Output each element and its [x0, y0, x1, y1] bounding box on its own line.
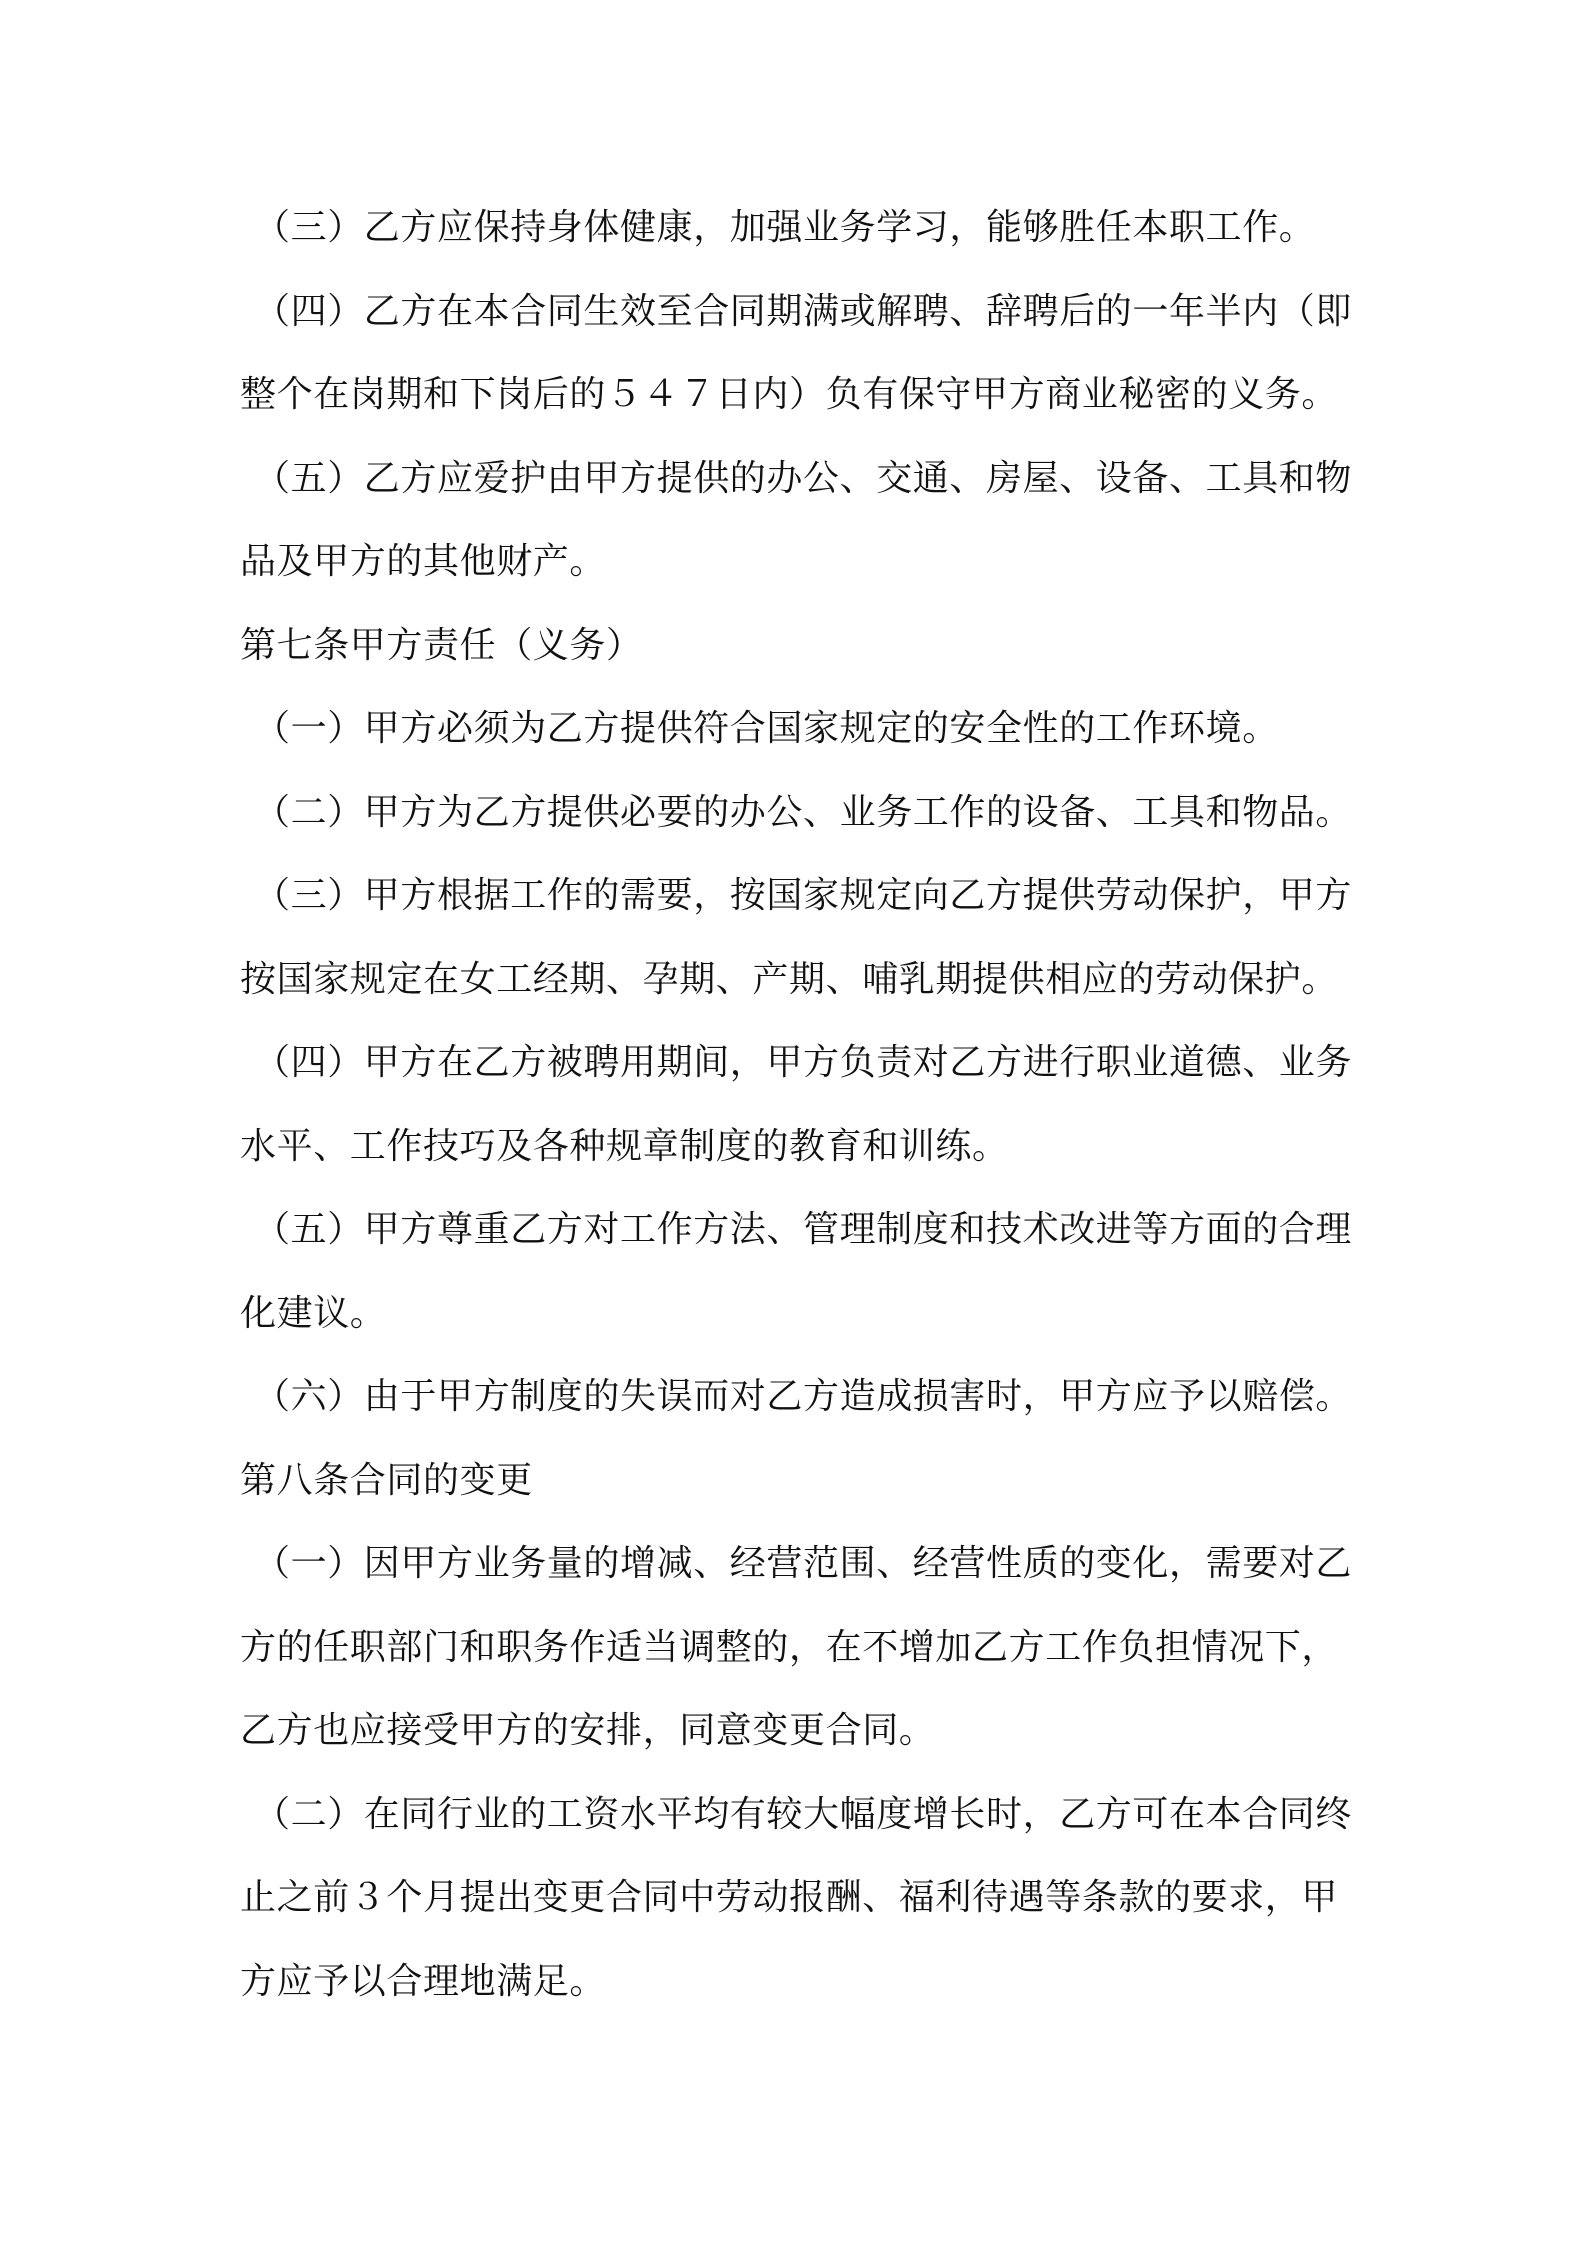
text-line: 止之前３个月提出变更合同中劳动报酬、福利待遇等条款的要求，甲 — [240, 1877, 1339, 1918]
text-line: 方应予以合理地满足。 — [240, 1960, 607, 2002]
text-line: （六）由于甲方制度的失误而对乙方造成损害时，甲方应予以赔偿。 — [254, 1376, 1353, 1417]
text-line: （四）乙方在本合同生效至合同期满或解聘、辞聘后的一年半内（即 — [254, 290, 1353, 332]
text-line: （一）因甲方业务量的增减、经营范围、经营性质的变化，需要对乙 — [254, 1543, 1353, 1584]
text-line: （二）在同行业的工资水平均有较大幅度增长时，乙方可在本合同终 — [254, 1793, 1353, 1835]
text-line: 化建议。 — [240, 1292, 387, 1334]
text-line: （四）甲方在乙方被聘用期间，甲方负责对乙方进行职业道德、业务 — [254, 1042, 1353, 1083]
text-line: （五）甲方尊重乙方对工作方法、管理制度和技术改进等方面的合理 — [254, 1209, 1353, 1250]
text-line: 整个在岗期和下岗后的５４７日内）负有保守甲方商业秘密的义务。 — [240, 374, 1339, 415]
text-line: （三）乙方应保持身体健康，加强业务学习，能够胜任本职工作。 — [254, 207, 1316, 248]
text-line: 按国家规定在女工经期、孕期、产期、哺乳期提供相应的劳动保护。 — [240, 958, 1339, 1000]
text-line: （一）甲方必须为乙方提供符合国家规定的安全性的工作环境。 — [254, 708, 1279, 749]
text-line: 品及甲方的其他财产。 — [240, 541, 607, 582]
section-heading: 第八条合同的变更 — [240, 1459, 533, 1501]
text-line: （五）乙方应爱护由甲方提供的办公、交通、房屋、设备、工具和物 — [254, 457, 1353, 499]
text-line: （三）甲方根据工作的需要，按国家规定向乙方提供劳动保护，甲方 — [254, 875, 1353, 916]
text-line: （二）甲方为乙方提供必要的办公、业务工作的设备、工具和物品。 — [254, 791, 1353, 833]
section-heading: 第七条甲方责任（义务） — [240, 624, 643, 666]
text-line: 方的任职部门和职务作适当调整的，在不增加乙方工作负担情况下， — [240, 1626, 1339, 1668]
document-body — [240, 196, 1360, 2033]
text-line: 水平、工作技巧及各种规章制度的教育和训练。 — [240, 1125, 1009, 1167]
text-line: 乙方也应接受甲方的安排，同意变更合同。 — [240, 1710, 936, 1751]
